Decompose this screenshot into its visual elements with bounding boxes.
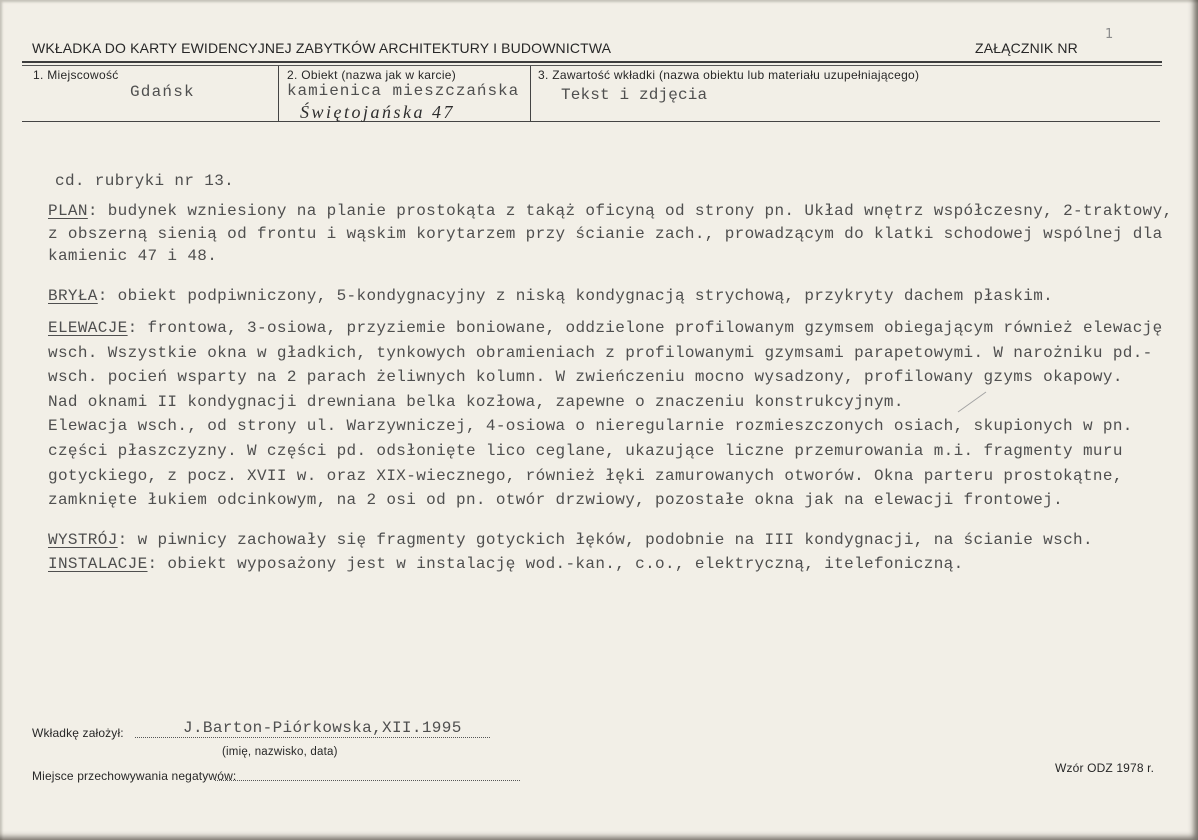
author-hint: (imię, nazwisko, data)	[222, 746, 338, 758]
locality-label: 1. Miejscowość	[33, 68, 119, 82]
text-line	[48, 284, 1053, 308]
section-bryla	[48, 284, 1053, 308]
section-text: : w piwnicy zachowały się fragmenty gotyckich łęków, podobnie na III kondygnacji, na ścianie wsch.	[117, 531, 1093, 549]
text-line	[48, 200, 1173, 223]
pencil-mark	[950, 385, 995, 420]
section-label-wystroj: WYSTRÓJ	[48, 531, 118, 549]
section-label-bryla: BRYŁA	[48, 287, 98, 305]
attachment-label: ZAŁĄCZNIK NR	[975, 40, 1078, 56]
object-value: kamienica mieszczańska	[287, 82, 520, 100]
object-label: 2. Obiekt (nazwa jak w karcie)	[287, 68, 457, 82]
header-rule	[22, 61, 1162, 63]
attachment-number-handwritten: 1	[1105, 27, 1114, 42]
contents-label: 3. Zawartość wkładki (nazwa obiektu lub materiału uzupełniającego)	[538, 68, 920, 82]
text-line	[48, 316, 1163, 341]
text-line: kamienic 47 i 48.	[48, 247, 218, 265]
text-line	[48, 552, 964, 576]
text-line: Nad oknami II kondygnacji drewniana belka kozłowa, zapewne o znaczeniu konstrukcyjnym.	[48, 392, 904, 411]
section-plan	[48, 200, 1173, 268]
author-label: Wkładkę założył:	[32, 726, 124, 740]
text-line: wsch. pocień wsparty na 2 parach żeliwnych kolumn. W zwieńczeniu mocno wysadzony, profilowany gzyms okapowy.	[48, 368, 1123, 387]
text-line: zamknięte łukiem odcinkowym, na 2 osi od pn. otwór drzwiowy, pozostałe okna jak na elewacji frontowej.	[48, 491, 1064, 510]
text-line: części płaszczyzny. W części pd. odsłonięte lico ceglane, ukazujące liczne przemurowania m.i. fragmenty muru	[48, 441, 1123, 460]
field-divider-1	[278, 66, 279, 122]
negatives-label: Miejsce przechowywania negatywów:	[32, 769, 237, 783]
text-line: wsch. Wszystkie okna w gładkich, tynkowych obramieniach z profilowanymi gzymsami parapetowymi. W narożniku pd.-	[48, 343, 1153, 362]
text-line: z obszerną sienią od frontu i wąskim korytarzem przy ścianie zach., prowadzącym do klatki schodowej wspólnej dla	[48, 224, 1163, 243]
section-label-elewacje: ELEWACJE	[48, 319, 128, 337]
fields-bottom-rule	[22, 121, 1160, 122]
text-line	[48, 528, 1093, 552]
section-wystroj	[48, 528, 1093, 552]
form-code: Wzór ODZ 1978 r.	[1055, 761, 1155, 775]
section-text: : frontowa, 3-osiowa, przyziemie boniowane, oddzielone profilowanym gzymsem obiegającym również elewację	[127, 319, 1163, 337]
locality-value: Gdańsk	[130, 83, 195, 101]
field-divider-2	[530, 66, 531, 122]
section-label-instalacje: INSTALACJE	[48, 555, 148, 573]
section-label-plan: PLAN	[48, 202, 88, 220]
form-title: WKŁADKA DO KARTY EWIDENCYJNEJ ZABYTKÓW ARCHITEKTURY I BUDOWNICTWA	[32, 40, 612, 56]
section-text: : budynek wzniesiony na planie prostokąta z takąż oficyną od strony pn. Układ wnętrz współczesny, 2-traktowy,	[87, 202, 1173, 220]
author-value: J.Barton-Piórkowska,XII.1995	[183, 719, 462, 737]
negatives-dotted-line	[215, 780, 520, 781]
header-rule-thin	[22, 65, 1162, 66]
section-text: : obiekt podpiwniczony, 5-kondygnacyjny z niską kondygnacją strychową, przykryty dachem płaskim.	[97, 287, 1054, 305]
section-elewacje	[48, 316, 1163, 513]
continuation-note: cd. rubryki nr 13.	[55, 172, 235, 190]
section-text: : obiekt wyposażony jest w instalację wod.-kan., c.o., elektryczną, itelefoniczną.	[147, 555, 964, 573]
section-instalacje	[48, 552, 964, 576]
contents-value: Tekst i zdjęcia	[561, 86, 708, 104]
text-line: Elewacja wsch., od strony ul. Warzywniczej, 4-osiowa o nieregularnie rozmieszczonych osiach, skupionych w pn.	[48, 417, 1133, 436]
object-address-handwritten: Świętojańska 47	[300, 102, 455, 122]
text-line: gotyckiego, z pocz. XVII w. oraz XIX-wiecznego, również łęki zamurowanych otworów. Okna parteru prostokątne,	[48, 466, 1123, 485]
